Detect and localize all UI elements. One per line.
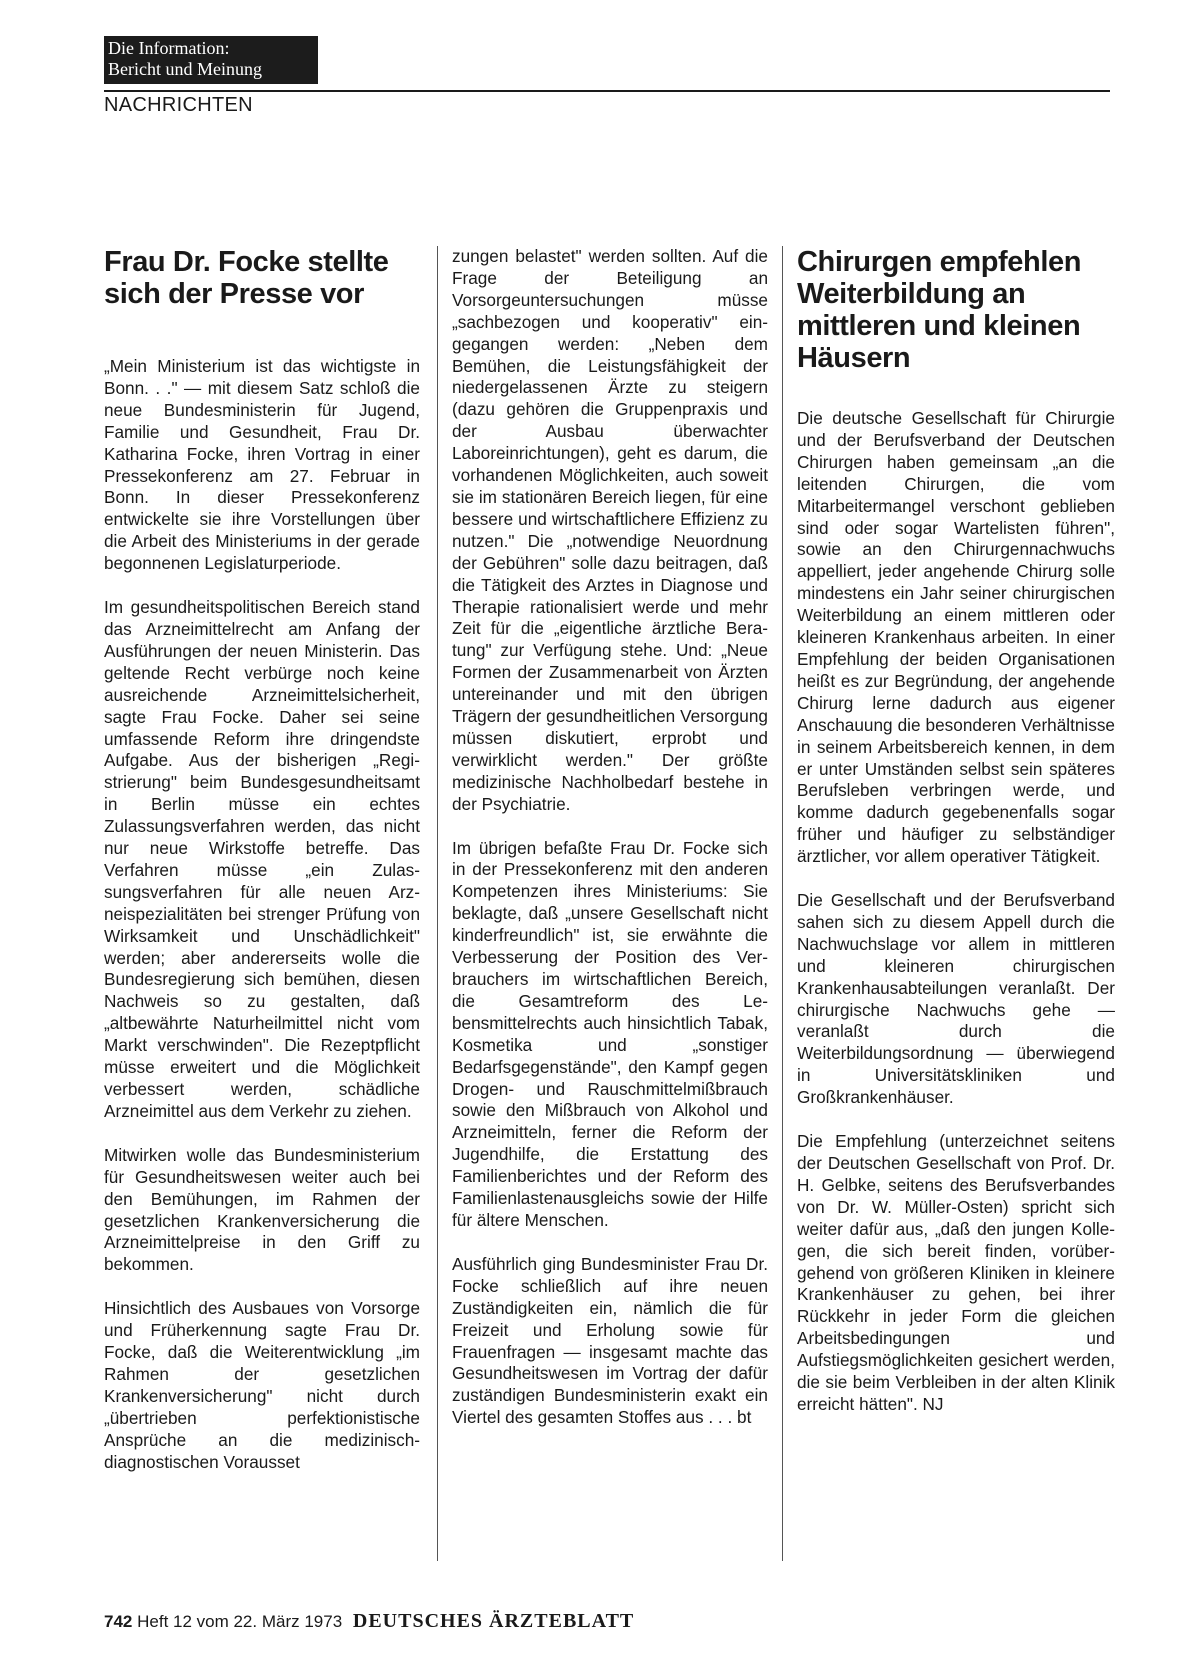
article1-paragraph: Mitwirken wolle das Bundesministerium für Gesundheitswesen weiter auch bei den Bemühungen, im Rahmen der gesetzlichen Krankenversicherung die Arzneimittelpreise in den Griff zu bekommen. xyxy=(104,1144,420,1275)
article2-paragraph: Die Empfehlung (unterzeichnet seitens der Deutschen Gesellschaft von Prof. Dr. H. Gelbke, seitens des Berufsverbandes von Dr. W. Müller-Osten) spricht sich weiter dafür aus, „daß den jungen Kollegen, die sich bereit finden, vorübergehend von größeren Kliniken in kleinere Krankenhäuser zu gehen, bei ihrer Rückkehr in jeder Form die gleichen Arbeitsbedingungen und Aufstiegsmöglichkeiten gesichert werden, die sie beim Verbleiben in der alten Klinik erreicht hätten". NJ xyxy=(797,1131,1115,1414)
issue-info: Heft 12 vom 22. März 1973 xyxy=(137,1612,343,1631)
article1-headline: Frau Dr. Focke stellte sich der Presse vor xyxy=(104,246,389,310)
section-label-box xyxy=(104,36,318,84)
section-title: NACHRICHTEN xyxy=(104,94,253,116)
article1-paragraph: „Mein Ministerium ist das wichtigste in Bonn. . ." — mit diesem Satz schloß die neue Bundesministerin für Jugend, Familie und Gesundheit, Frau Dr. Katharina Focke, ihren Vortrag in einer Pressekonferenz am 27. Februar in Bonn. In dieser Pressekonferenz entwickelte sie ihre Vorstellungen über die Arbeit des Ministeriums in der gerade begonnenen Legislaturperiode. xyxy=(104,356,420,574)
article2-column xyxy=(797,246,1115,1416)
column-divider xyxy=(437,246,438,1561)
article2-paragraph: Die Gesellschaft und der Berufsverband sahen sich zu diesem Appell durch die Nachwuchslage vor allem in mittleren und kleineren chirurgischen Krankenhausabteilungen veranlaßt. Der chirurgische Nachwuchs gehe — veranlaßt durch die Weiterbildungsordnung — überwiegend in Universitätskliniken und Großkrankenhäuser. xyxy=(797,890,1115,1108)
journal-name: DEUTSCHES ÄRZTEBLATT xyxy=(352,1610,635,1632)
article1-column1 xyxy=(104,246,420,1474)
section-label-line1: Die Information: xyxy=(108,38,230,58)
article1-paragraph: Im übrigen befaßte Frau Dr. Focke sich in der Pressekonferenz mit den anderen Kompetenzen ihres Ministeriums: Sie beklagte, daß „unsere Gesellschaft nicht kinderfreundlich" ist, sie erwähnte die Verbesserung der Position des Verbrauchers im wirtschaftlichen Bereich, die Gesamtreform des Lebensmittelrechts auch hinsichtlich Tabak, Kosmetika und „sonstiger Bedarfsgegenstände", den Kampf gegen Drogen- und Rauschmittelmißbrauch sowie den Mißbrauch von Alkohol und Arzneimitteln, ferner die Reform der Jugendhilfe, die Erstattung des Familienberichtes und der Reform des Familienlastenausgleichs sowie der Hilfe für ältere Menschen. xyxy=(452,837,768,1230)
article1-paragraph: Ausführlich ging Bundesminister Frau Dr. Focke schließlich auf ihre neuen Zuständigkeiten ein, nämlich die für Freizeit und Erholung sowie für Frauenfragen — insgesamt machte das Gesundheitswesen im Vortrag der dafür zuständigen Bundesministerin exakt ein Viertel des gesamten Stoffes aus . . . bt xyxy=(452,1253,768,1428)
article2-paragraph: Die deutsche Gesellschaft für Chirurgie und der Berufsverband der Deutschen Chirurgen haben gemeinsam „an die leitenden Chirurgen, die vom Mitarbeitermangel verschont geblieben sind oder sogar Wartelisten führen", sowie an den Chirurgennachwuchs appelliert, jeder angehende Chirurg solle mindestens ein Jahr seiner chirurgischen Weiterbildung an einem mittleren oder kleineren Krankenhaus arbeiten. In einer Empfehlung der beiden Organisationen heißt es zur Begründung, der angehende Chirurg lerne dadurch aus eigener Anschauung die besonderen Verhältnisse in seinem Arbeitsbereich kennen, in dem er unter Umständen selbst sein späteres Berufsleben verbringen werde, und komme dadurch gegebenenfalls sogar früher und häufiger zu selbständiger ärztlicher, vor allem operativer Tätigkeit. xyxy=(797,408,1115,867)
page-footer xyxy=(104,1610,634,1633)
column-divider xyxy=(782,246,783,1561)
page-number: 742 xyxy=(104,1612,133,1631)
article2-headline: Chirurgen empfehlen Weiterbildung an mittleren und kleinen Häusern xyxy=(797,246,1082,374)
article1-paragraph: Hinsichtlich des Ausbaues von Vorsorge und Früherkennung sagte Frau Dr. Focke, daß die Weiterentwicklung „im Rahmen der gesetzlichen Krankenversicherung" nicht durch „übertrieben perfektionistische Ansprüche an die medizinisch-diagnostischen Vorausset xyxy=(104,1298,420,1472)
article1-paragraph: zungen belastet" werden sollten. Auf die Frage der Beteiligung an Vorsorgeuntersuchungen müsse „sachbezogen und kooperativ" eingegangen werden: „Neben dem Bemühen, die Leistungsfähigkeit der niedergelassenen Ärzte zu steigern (dazu gehören die Gruppenpraxis und der Ausbau überwachter Laboreinrichtungen), geht es darum, die vorhandenen Möglichkeiten, auch soweit sie im stationären Bereich liegen, für eine bessere und wirtschaftlichere Effizienz zu nutzen." Die „notwendige Neuordnung der Gebühren" solle dazu beitragen, daß die Tätigkeit des Arztes in Diagnose und Therapie rationalisiert werde und mehr Zeit für die „eigentliche ärztliche Beratung" zur Verfügung stehe. Und: „Neue Formen der Zusammenarbeit von Ärzten untereinander und mit den übrigen Trägern der gesundheitlichen Versorgung müssen diskutiert, erprobt und verwirklicht werden." Der größte medizinische Nachholbedarf bestehe in der Psychiatrie. xyxy=(452,246,768,814)
section-label-line2: Bericht und Meinung xyxy=(108,59,262,79)
article1-paragraph: Im gesundheitspolitischen Bereich stand das Arzneimittelrecht am Anfang der Ausführungen der neuen Ministerin. Das geltende Recht verbürge noch keine ausreichende Arzneimittelsicherheit, sagte Frau Focke. Daher sei seine umfassende Reform ihre dringendste Aufgabe. Aus der bisherigen „Registrierung" beim Bundesgesundheitsamt in Berlin müsse ein echtes Zulassungsverfahren werden, das nicht nur neue Wirkstoffe betreffe. Das Verfahren müsse „ein Zulassungsverfahren für alle neuen Arzneispezialitäten bei strenger Prüfung von Wirksamkeit und Unschädlichkeit" werden; aber andererseits wolle die Bundesregierung sich bemühen, diesen Nachweis so zu gestalten, daß „altbewährte Naturheilmittel nicht vom Markt verschwinden". Die Rezeptpflicht müsse erweitert und die Möglichkeit verbessert werden, schädliche Arzneimittel aus dem Verkehr zu ziehen. xyxy=(104,597,420,1121)
header-rule xyxy=(104,90,1110,92)
article1-column2 xyxy=(452,246,768,1429)
